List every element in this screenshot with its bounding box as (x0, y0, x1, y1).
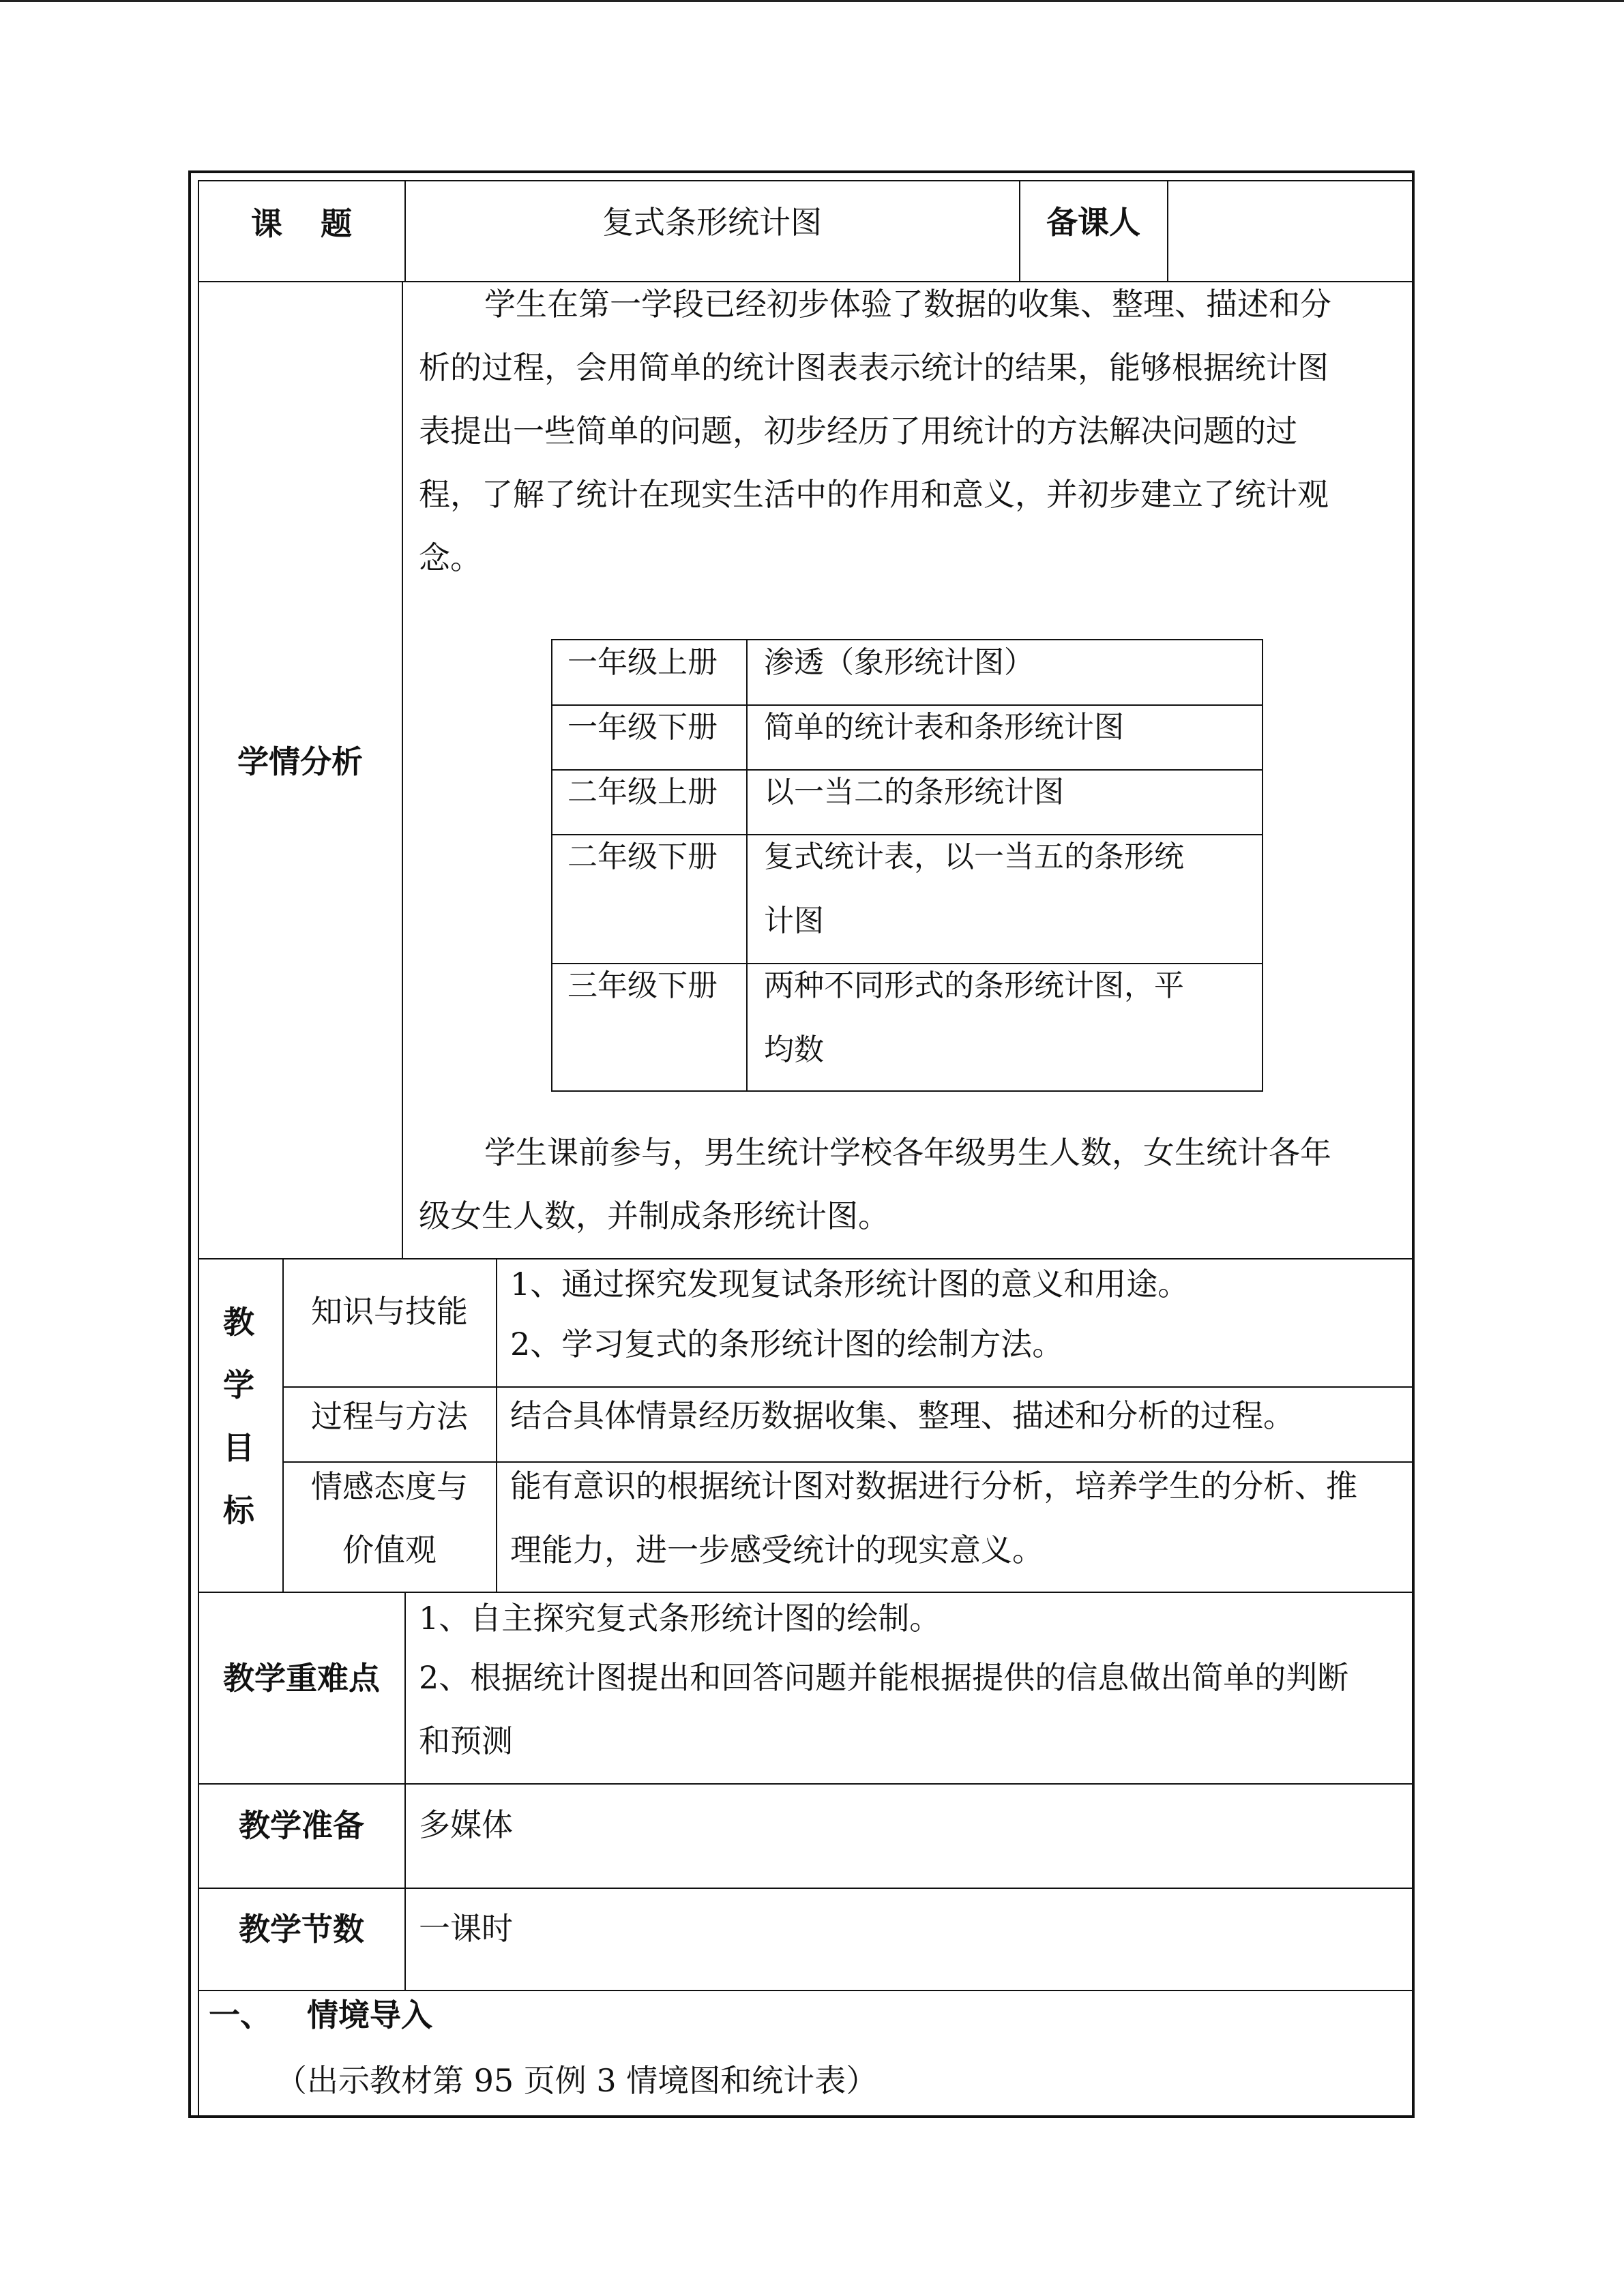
curriculum-grade: 一年级上册 (567, 645, 718, 680)
preparer-label: 备课人 (1046, 204, 1140, 241)
column-divider (496, 1258, 497, 1592)
curriculum-content: 简单的统计表和条形统计图 (764, 710, 1124, 745)
page-top-rule (0, 0, 1624, 2)
section-number: 一、 (209, 1997, 271, 2033)
column-divider (1167, 180, 1168, 281)
objectives-label-char: 目 (223, 1429, 254, 1466)
objective-category: 情感态度与 (311, 1468, 468, 1505)
objective-content: 结合具体情景经历数据收集、整理、描述和分析的过程。 (510, 1397, 1295, 1434)
paragraph-line: 析的过程，会用简单的统计图表表示统计的结果，能够根据统计图 (419, 349, 1329, 386)
key-point-line: 1、自主探究复式条形统计图的绘制。 (419, 1600, 941, 1637)
preparation-label: 教学准备 (239, 1807, 364, 1844)
objective-content: 能有意识的根据统计图对数据进行分析，培养学生的分析、推 (510, 1467, 1357, 1504)
objective-category: 价值观 (342, 1532, 437, 1568)
paragraph-line: 表提出一些简单的问题，初步经历了用统计的方法解决问题的过 (419, 413, 1297, 449)
paragraph-line: 程，了解了统计在现实生活中的作用和意义，并初步建立了统计观 (419, 476, 1329, 513)
row-divider (198, 1783, 1413, 1785)
objective-category: 过程与方法 (311, 1398, 468, 1435)
curriculum-column-divider (746, 639, 748, 1092)
curriculum-content: 以一当二的条形统计图 (764, 775, 1064, 809)
section-note: （出示教材第 95 页例 3 情境图和统计表） (276, 2062, 878, 2099)
curriculum-grade: 一年级下册 (567, 710, 718, 745)
curriculum-grade: 三年级下册 (567, 968, 718, 1003)
column-divider (404, 1592, 406, 1990)
objective-content: 1、通过探究发现复试条形统计图的意义和用途。 (510, 1266, 1190, 1302)
objective-content: 理能力，进一步感受统计的现实意义。 (510, 1532, 1044, 1568)
analysis-label: 学情分析 (237, 743, 363, 780)
key-points-label: 教学重难点 (223, 1660, 380, 1697)
row-divider (198, 1990, 1413, 1991)
objectives-label-char: 标 (223, 1492, 254, 1529)
section-title: 情境导入 (307, 1997, 432, 2033)
periods-value: 一课时 (419, 1910, 513, 1947)
topic-value: 复式条形统计图 (602, 204, 822, 241)
objectives-label-char: 学 (223, 1367, 254, 1403)
curriculum-content: 两种不同形式的条形统计图，平 (764, 968, 1184, 1003)
topic-label: 课 题 (250, 205, 352, 242)
closing-line: 学生课前参与，男生统计学校各年级男生人数，女生统计各年 (484, 1134, 1331, 1171)
curriculum-content: 均数 (764, 1032, 824, 1067)
curriculum-content: 渗透（象形统计图） (764, 645, 1034, 680)
objectives-label-char: 教 (223, 1304, 254, 1341)
curriculum-content: 复式统计表，以一当五的条形统 (764, 839, 1184, 874)
curriculum-grade: 二年级上册 (567, 775, 718, 809)
key-point-line: 和预测 (419, 1723, 513, 1759)
paragraph-line: 念。 (419, 539, 482, 576)
column-divider (402, 281, 403, 1258)
curriculum-content: 计图 (764, 904, 824, 938)
curriculum-grade: 二年级下册 (567, 839, 718, 874)
paragraph-line: 学生在第一学段已经初步体验了数据的收集、整理、描述和分 (484, 286, 1331, 323)
periods-label: 教学节数 (239, 1911, 364, 1948)
closing-line: 级女生人数，并制成条形统计图。 (419, 1197, 889, 1234)
key-point-line: 2、根据统计图提出和回答问题并能根据提供的信息做出简单的判断 (419, 1659, 1349, 1696)
row-divider (198, 1888, 1413, 1889)
objective-category: 知识与技能 (311, 1293, 468, 1330)
objective-content: 2、学习复式的条形统计图的绘制方法。 (510, 1326, 1064, 1362)
preparation-value: 多媒体 (419, 1806, 513, 1843)
